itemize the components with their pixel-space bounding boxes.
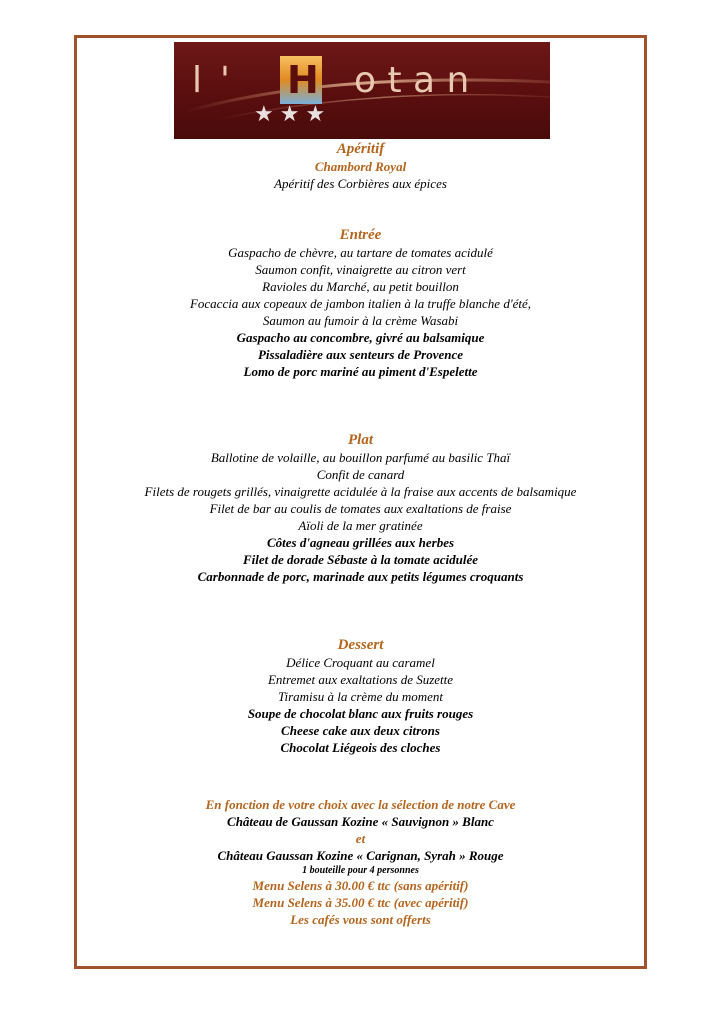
cave-intro: En fonction de votre choix avec la sélection de notre Cave: [205, 797, 516, 812]
aperitif-subtitle: Chambord Royal: [314, 159, 407, 174]
plat-bold-item: Carbonnade de porc, marinade aux petits légumes croquants: [197, 569, 524, 584]
plat-bold-item: Côtes d'agneau grillées aux herbes: [266, 535, 455, 550]
dessert-item: Tiramisu à la crème du moment: [277, 689, 444, 704]
coffee-offer: Les cafés vous sont offerts: [290, 912, 431, 927]
aperitif-title: Apéritif: [336, 141, 385, 157]
menu-price-sans-aperitif: Menu Selens à 30.00 € ttc (sans apéritif): [252, 878, 469, 893]
menu-content: [77, 140, 644, 928]
plat-item: Filets de rougets grillés, vinaigrette acidulée à la fraise aux accents de balsamique: [144, 484, 577, 499]
bottle-note: 1 bouteille pour 4 personnes: [302, 865, 419, 876]
entree-bold-item: Gaspacho au concombre, givré au balsamique: [236, 330, 485, 345]
plat-item: Confit de canard: [316, 467, 405, 482]
plat-item: Filet de bar au coulis de tomates aux exaltations de fraise: [209, 501, 512, 516]
dessert-item: Entremet aux exaltations de Suzette: [267, 672, 454, 687]
entree-item: Saumon confit, vinaigrette au citron vert: [255, 262, 466, 277]
wine-conjunction: et: [355, 831, 366, 846]
entree-item: Focaccia aux copeaux de jambon italien à la truffe blanche d'été,: [189, 296, 532, 311]
entree-item: Ravioles du Marché, au petit bouillon: [262, 279, 459, 294]
plat-bold-item: Filet de dorade Sébaste à la tomate acidulée: [242, 552, 479, 567]
dessert-title: Dessert: [337, 637, 384, 653]
entree-bold-item: Lomo de porc mariné au piment d'Espelette: [243, 364, 478, 379]
dessert-bold-item: Chocolat Liégeois des cloches: [280, 740, 441, 755]
aperitif-item: Apéritif des Corbières aux épices: [274, 176, 447, 191]
logo-prefix: l': [192, 60, 248, 101]
wine-blanc: Château de Gaussan Kozine « Sauvignon » Blanc: [227, 814, 494, 829]
wine-rouge: Château Gaussan Kozine « Carignan, Syrah » Rouge: [217, 848, 504, 863]
dessert-bold-item: Soupe de chocolat blanc aux fruits rouges: [247, 706, 474, 721]
logo-suffix: o t a n: [354, 60, 470, 101]
menu-price-avec-aperitif: Menu Selens à 35.00 € ttc (avec apéritif): [252, 895, 469, 910]
dessert-bold-item: Cheese cake aux deux citrons: [281, 723, 440, 738]
entree-title: Entrée: [339, 227, 382, 243]
entree-item: Gaspacho de chèvre, au tartare de tomates acidulé: [228, 245, 493, 260]
plat-title: Plat: [348, 432, 373, 448]
entree-bold-item: Pissaladière aux senteurs de Provence: [257, 347, 464, 362]
dessert-item: Délice Croquant au caramel: [286, 655, 435, 670]
plat-item: Aïoli de la mer gratinée: [298, 518, 423, 533]
plat-item: Ballotine de volaille, au bouillon parfumé au basilic Thaï: [210, 450, 511, 465]
logo-h-letter: H: [287, 58, 319, 102]
entree-item: Saumon au fumoir à la crème Wasabi: [262, 313, 459, 328]
hotel-logo: [174, 42, 550, 139]
logo-stars: ★★★: [254, 102, 332, 127]
